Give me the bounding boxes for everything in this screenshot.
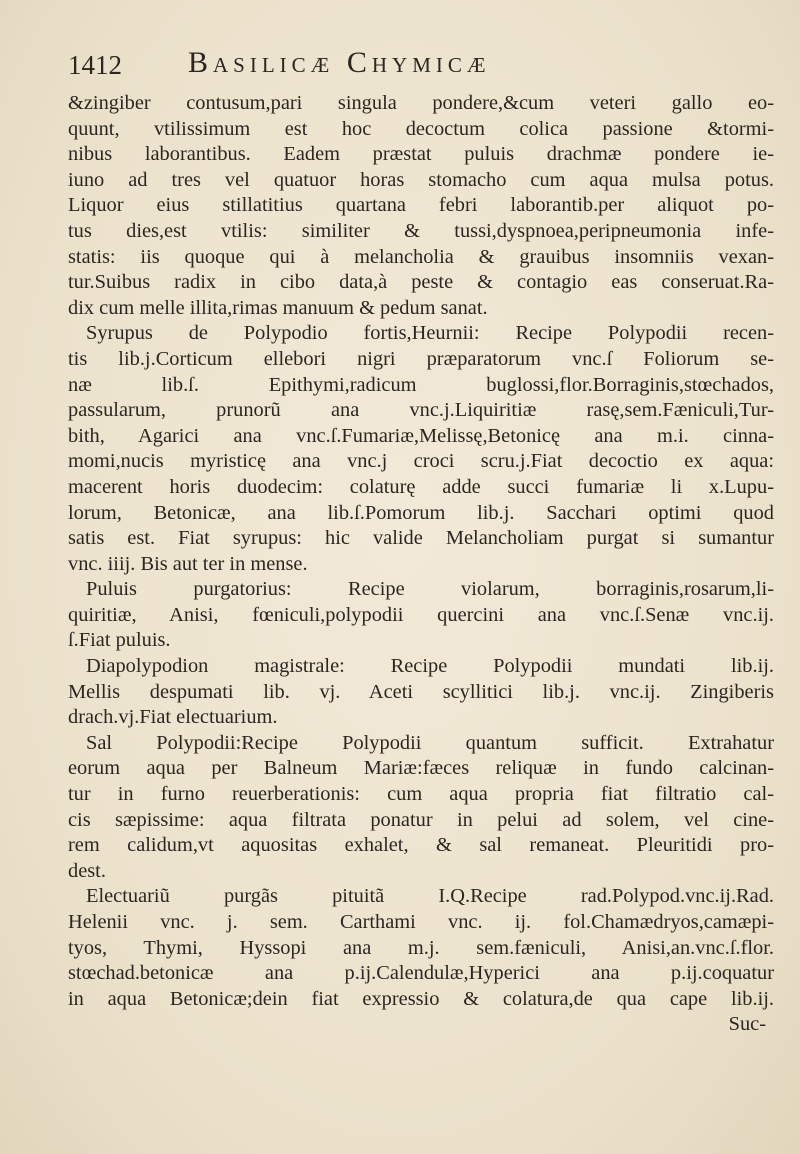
- catchword: Suc-: [728, 1013, 766, 1036]
- text-line: Liquor eius stillatitius quartana febri laborantib.per aliquot po-: [68, 194, 774, 217]
- text-line: tur in furno reuerberationis: cum aqua propria fiat filtratio cal-: [68, 783, 774, 806]
- text-line: lorum, Betonicæ, ana lib.ſ.Pomorum lib.j. Sacchari optimi quod: [68, 501, 774, 524]
- text-line: ſ.Fiat puluis.: [68, 629, 171, 652]
- text-line: Mellis despumati lib. vj. Aceti scyllitici lib.j. vnc.ij. Zingiberis: [68, 680, 774, 703]
- text-line: tur.Suibus radix in cibo data,à peste & contagio eas conseruat.Ra-: [68, 271, 774, 294]
- text-line: iuno ad tres vel quatuor horas stomacho cum aqua mulsa potus.: [68, 168, 774, 191]
- text-line: dest.: [68, 859, 106, 882]
- text-line: drach.vj.Fiat electuarium.: [68, 706, 278, 729]
- text-line: quunt, vtilissimum est hoc decoctum colica passione &tormi-: [68, 117, 774, 140]
- text-line: eorum aqua per Balneum Mariæ:fæces reliquæ in fundo calcinan-: [68, 757, 774, 780]
- page-number: 1412: [68, 50, 122, 80]
- paragraph-start: Sal Polypodii:Recipe Polypodii quantum sufficit. Extrahatur: [86, 731, 774, 754]
- text-line: &zingiber contusum,pari singula pondere,&cum veteri gallo eo-: [68, 92, 774, 114]
- text-line: bith, Agarici ana vnc.ſ.Fumariæ,Melissę,Betonicę ana m.i. cinna-: [68, 424, 774, 447]
- text-line: dix cum melle illita,rimas manuum & pedum sanat.: [68, 296, 488, 319]
- paragraph-start: Puluis purgatorius: Recipe violarum, borraginis,rosarum,li-: [86, 578, 774, 601]
- text-line: tyos, Thymi, Hyssopi ana m.j. sem.fæniculi, Anisi,an.vnc.ſ.flor.: [68, 936, 774, 959]
- text-line: satis est. Fiat syrupus: hic valide Melancholiam purgat si sumantur: [68, 527, 774, 550]
- text-line: tis lib.j.Corticum ellebori nigri præparatorum vnc.ſ Foliorum se-: [68, 347, 774, 370]
- text-line: tus dies,est vtilis: similiter & tussi,dyspnoea,peripneumonia infe-: [68, 219, 774, 242]
- running-title: Basilicæ Chymicæ: [188, 46, 491, 79]
- body-text: [68, 91, 774, 1038]
- text-line: in aqua Betonicæ;dein fiat expressio & colatura,de qua cape lib.ij.: [68, 987, 774, 1010]
- text-line: næ lib.ſ. Epithymi,radicum buglossi,flor.Borraginis,stœchados,: [68, 373, 774, 396]
- text-line: macerent horis duodecim: colaturę adde succi fumariæ li x.Lupu-: [68, 475, 774, 498]
- paragraph-start: Syrupus de Polypodio fortis,Heurnii: Recipe Polypodii recen-: [86, 322, 774, 345]
- paragraph-start: Electuariũ purgãs pituitã I.Q.Recipe rad.Polypod.vnc.ij.Rad.: [86, 885, 774, 908]
- paragraph-start: Diapolypodion magistrale: Recipe Polypodii mundati lib.ij.: [86, 655, 774, 678]
- text-line: nibus laborantibus. Eadem præstat puluis drachmæ pondere ie-: [68, 143, 774, 166]
- text-line: vnc. iiij. Bis aut ter in mense.: [68, 552, 308, 575]
- text-line: Helenii vnc. j. sem. Carthami vnc. ij. fol.Chamædryos,camæpi-: [68, 911, 774, 933]
- text-line: stœchad.betonicæ ana p.ij.Calendulæ,Hyperici ana p.ij.coquatur: [68, 962, 774, 985]
- page-header: [68, 42, 768, 82]
- text-line: statis: iis quoque qui à melancholia & grauibus insomniis vexan-: [68, 245, 774, 268]
- text-line: quiritiæ, Anisi, fœniculi,polypodii quercini ana vnc.ſ.Senæ vnc.ij.: [68, 603, 774, 626]
- text-line: passularum, prunorũ ana vnc.j.Liquiritiæ rasę,sem.Fæniculi,Tur-: [68, 399, 774, 422]
- text-line: rem calidum,vt aquositas exhalet, & sal remaneat. Pleuritidi pro-: [68, 834, 774, 857]
- text-line: momi,nucis myristicę ana vnc.j croci scru.j.Fiat decoctio ex aqua:: [68, 450, 774, 473]
- text-line: cis sæpissime: aqua filtrata ponatur in pelui ad solem, vel cine-: [68, 808, 774, 831]
